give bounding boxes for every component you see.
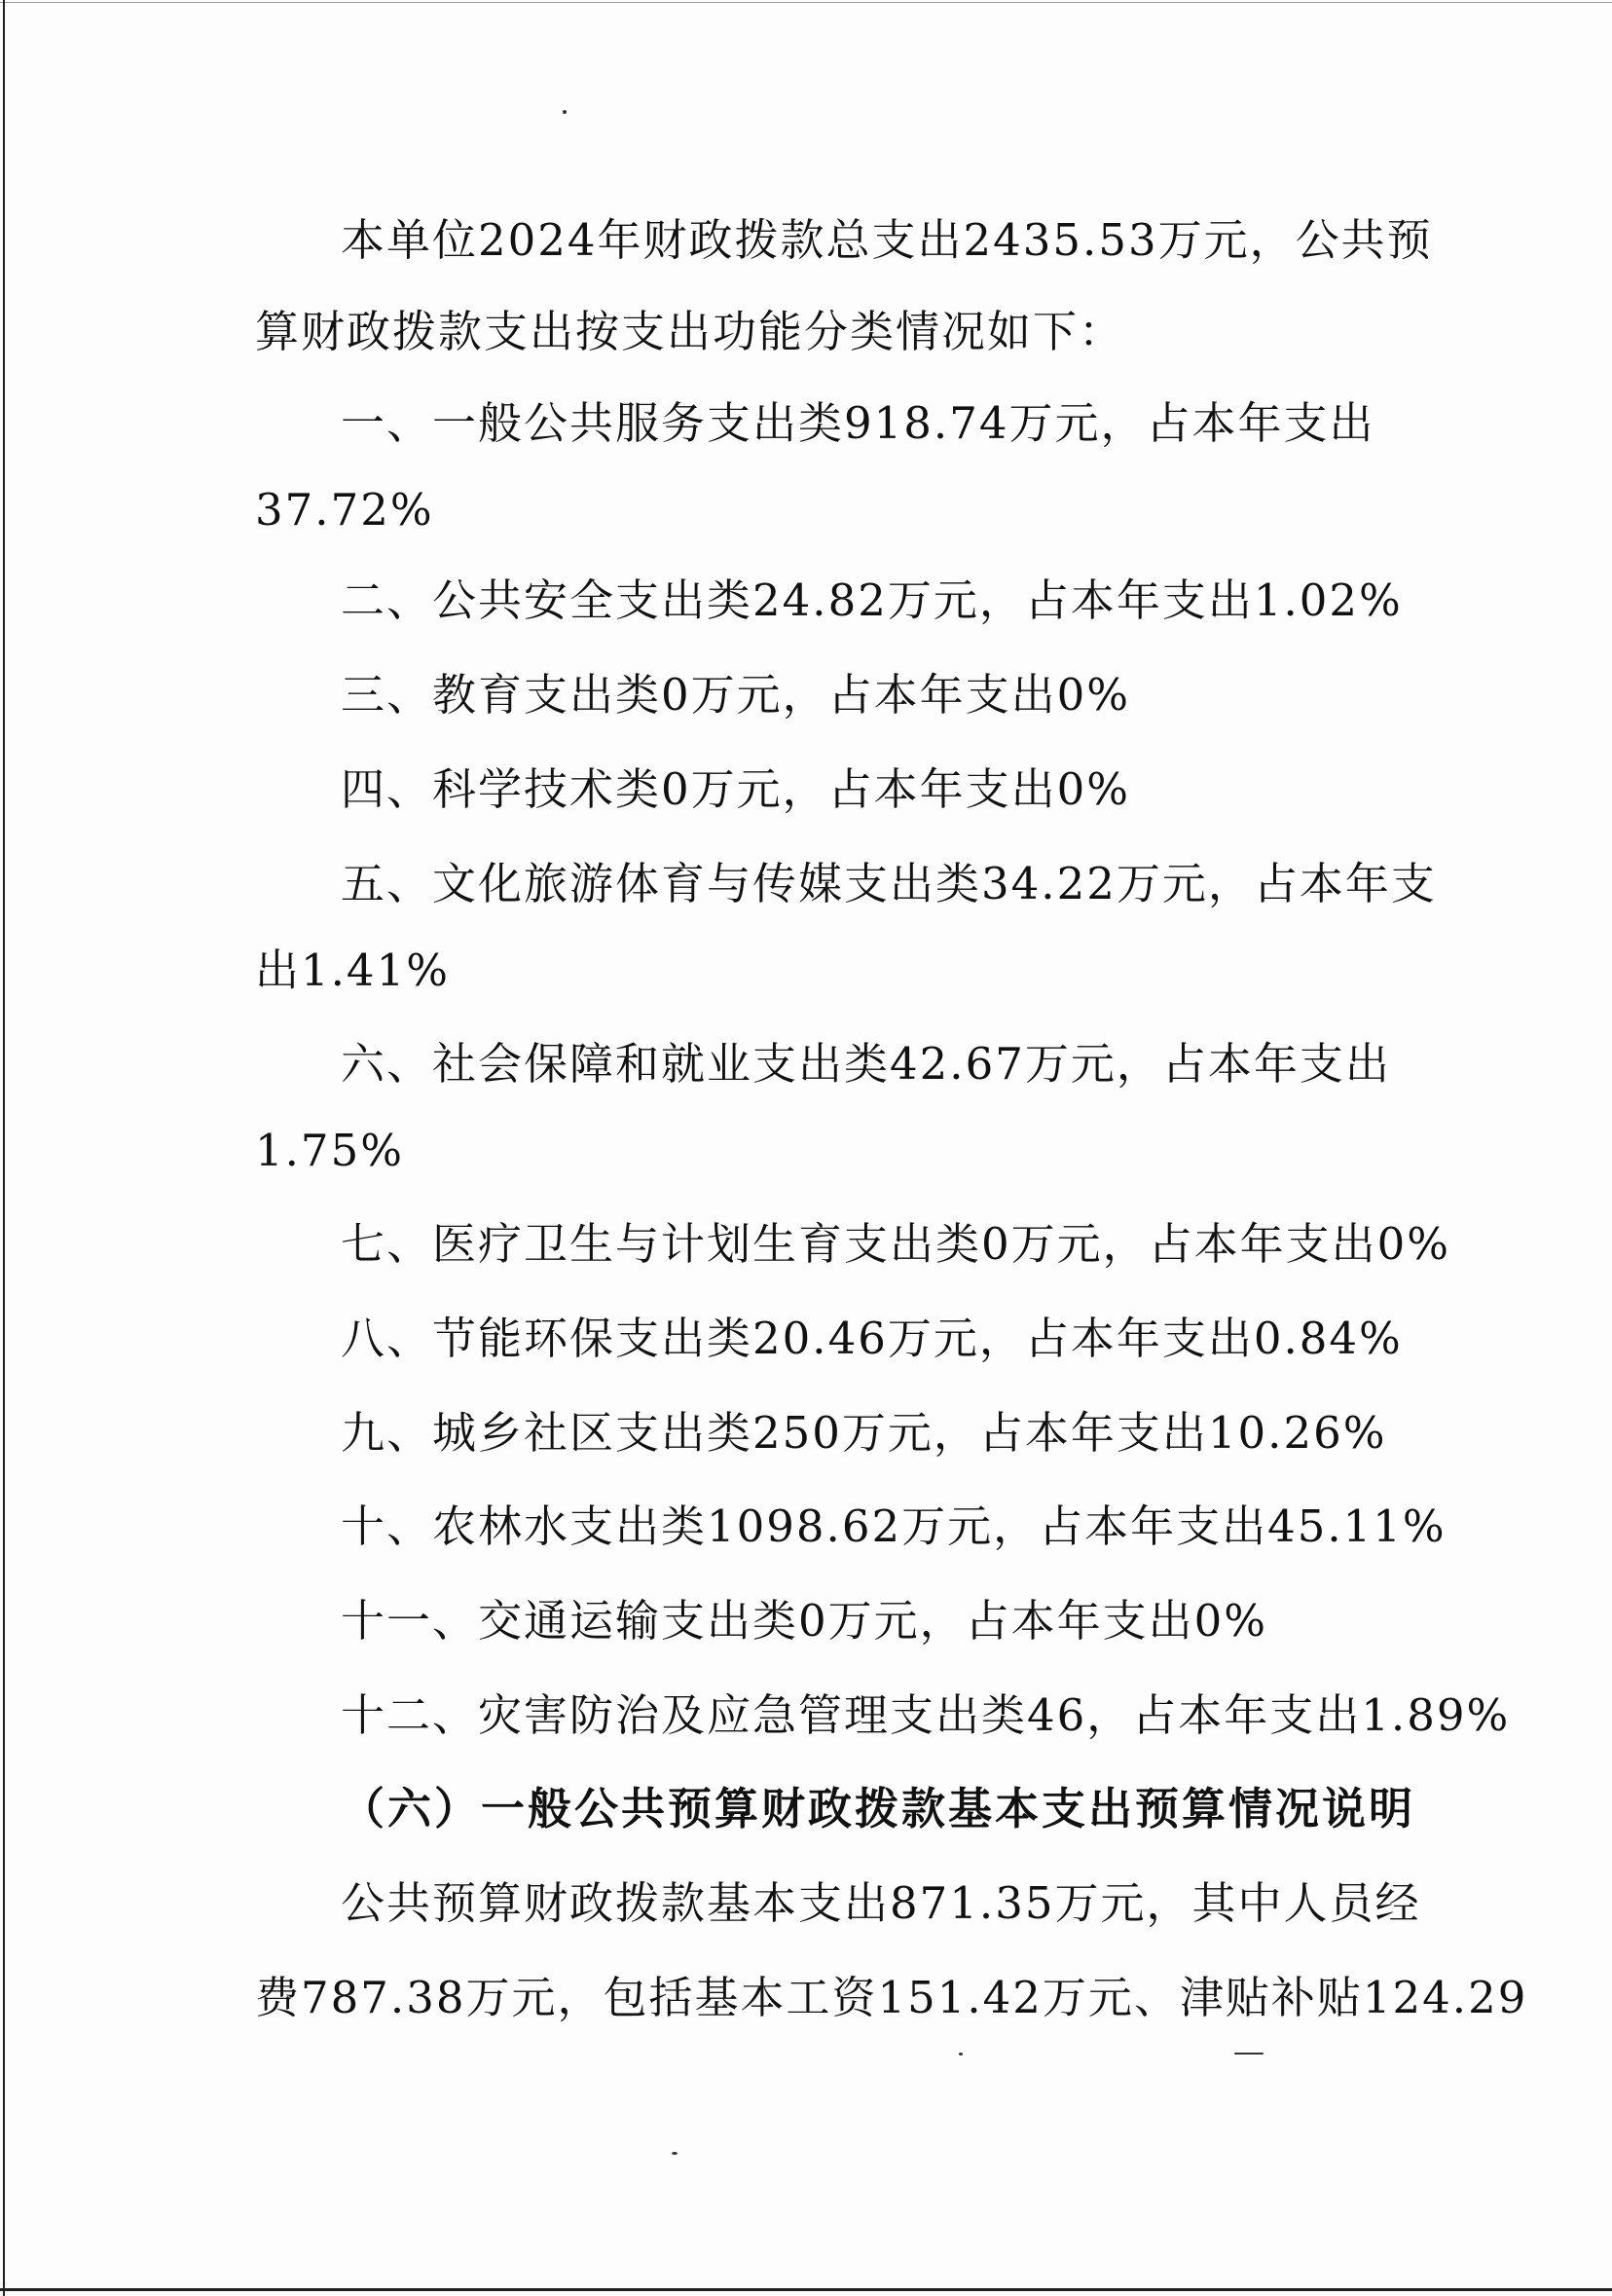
body-paragraph-line: 三、教育支出类0万元，占本年支出0%	[341, 669, 1131, 721]
body-paragraph-line: 一、一般公共服务支出类918.74万元，占本年支出	[341, 397, 1375, 449]
body-paragraph-line: 十、农林水支出类1098.62万元，占本年支出45.11%	[341, 1500, 1447, 1552]
body-paragraph-line: 十一、交通运输支出类0万元，占本年支出0%	[341, 1595, 1268, 1647]
scan-speck	[563, 110, 567, 114]
scan-edge-top	[0, 2, 1612, 3]
body-paragraph-line: 公共预算财政拨款基本支出871.35万元，其中人员经	[341, 1877, 1421, 1929]
scan-edge-left	[3, 0, 5, 2296]
scan-edge-bottom	[0, 2288, 1612, 2291]
body-paragraph-line: 七、医疗卫生与计划生育支出类0万元，占本年支出0%	[341, 1218, 1451, 1270]
body-paragraph-line: 二、公共安全支出类24.82万元，占本年支出1.02%	[341, 574, 1403, 626]
scan-speck	[1234, 2053, 1264, 2055]
body-paragraph-line: 算财政拨款支出按支出功能分类情况如下：	[255, 306, 1125, 357]
body-paragraph-line: 六、社会保障和就业支出类42.67万元，占本年支出	[341, 1038, 1391, 1090]
body-paragraph-line: 费787.38万元，包括基本工资151.42万元、津贴补贴124.29	[255, 1972, 1528, 2023]
scan-speck	[672, 2152, 678, 2155]
body-paragraph-line: 本单位2024年财政拨款总支出2435.53万元，公共预	[341, 214, 1433, 266]
body-paragraph-line: 九、城乡社区支出类250万元，占本年支出10.26%	[341, 1407, 1387, 1459]
body-paragraph-line: 八、节能环保支出类20.46万元，占本年支出0.84%	[341, 1313, 1403, 1364]
body-paragraph-line: 出1.41%	[255, 944, 450, 996]
section-heading: （六）一般公共预算财政拨款基本支出预算情况说明	[341, 1783, 1416, 1834]
body-paragraph-line: 十二、灾害防治及应急管理支出类46，占本年支出1.89%	[341, 1689, 1511, 1741]
body-paragraph-line: 四、科学技术类0万元，占本年支出0%	[341, 763, 1131, 815]
scan-speck	[959, 2053, 963, 2055]
body-paragraph-line: 五、文化旅游体育与传媒支出类34.22万元，占本年支	[341, 858, 1437, 909]
body-paragraph-line: 37.72%	[255, 484, 434, 536]
body-paragraph-line: 1.75%	[255, 1125, 404, 1176]
